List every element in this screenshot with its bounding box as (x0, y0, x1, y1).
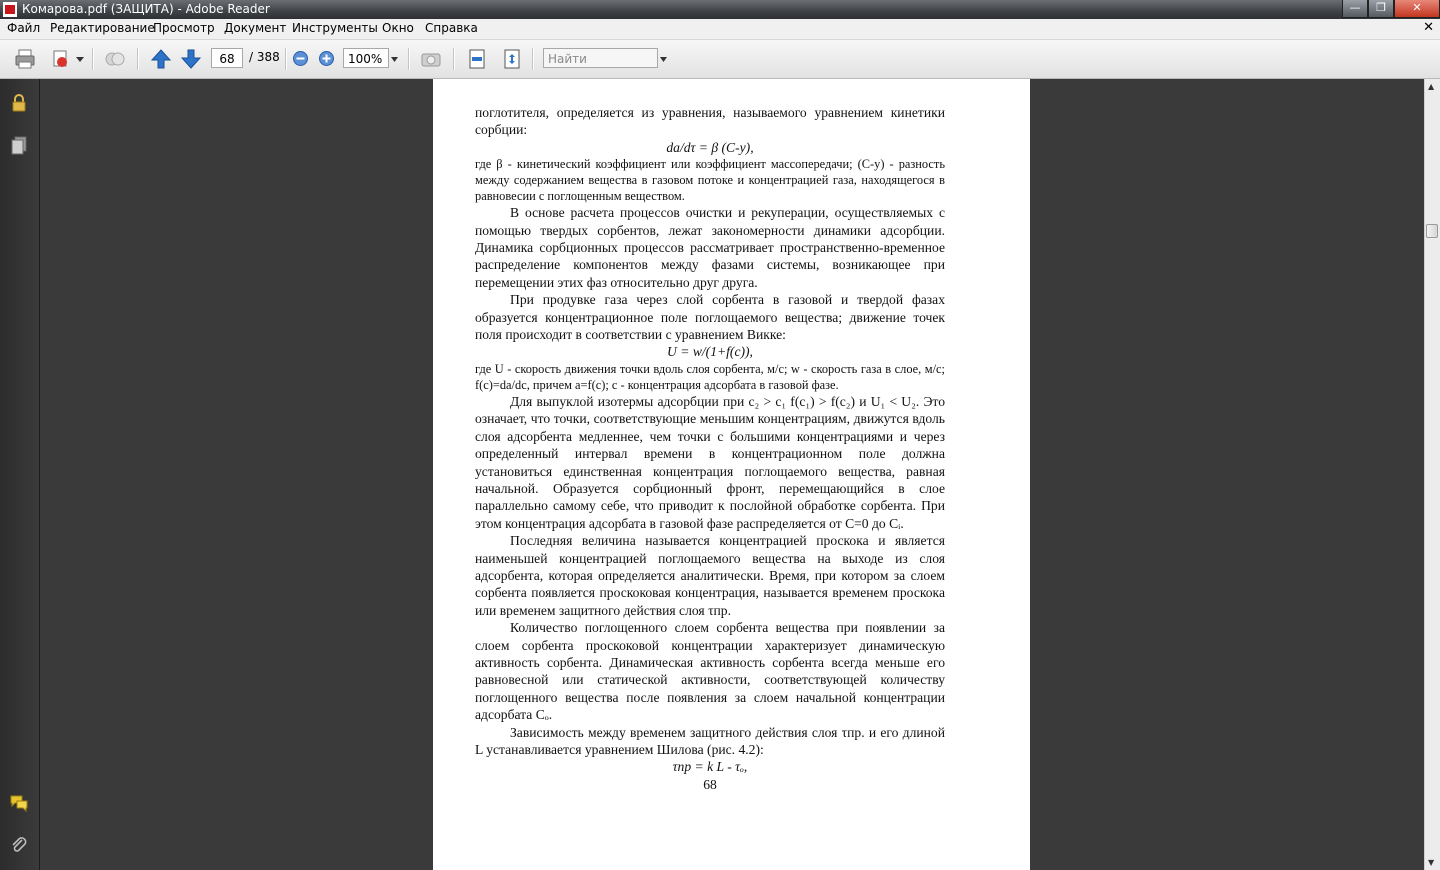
paragraph: поглотителя, определяется из уравнения, называемого уравнением кинетики сорбции: (475, 105, 945, 138)
search-dropdown-icon[interactable] (660, 57, 667, 62)
attachments-icon[interactable] (9, 835, 29, 855)
previous-page-icon[interactable] (150, 48, 172, 70)
zoom-level-input[interactable]: 100% (343, 48, 389, 68)
window-title: Комарова.pdf (ЗАЩИТА) - Adobe Reader (22, 2, 270, 16)
zoom-out-icon[interactable] (292, 50, 309, 67)
adobe-reader-icon (3, 2, 17, 17)
fit-width-icon[interactable] (466, 48, 488, 70)
comments-icon[interactable] (9, 793, 29, 813)
navigation-panel (0, 79, 40, 870)
snapshot-icon[interactable] (420, 48, 442, 70)
menu-document[interactable]: Документ (224, 21, 287, 35)
page-content (475, 104, 945, 793)
zoom-dropdown-icon[interactable] (391, 57, 398, 62)
close-document-icon[interactable]: ✕ (1423, 20, 1434, 35)
share-dropdown-icon[interactable] (76, 57, 84, 62)
close-window-button[interactable]: ✕ (1394, 0, 1440, 18)
zoom-in-icon[interactable] (318, 50, 335, 67)
page-number-input[interactable]: 68 (211, 48, 243, 68)
paragraph: При продувке газа через слой сорбента в газовой и твердой фазах образуется концентрационное поле поглощаемого вещества; движение точек поля происходит в соответствии с уравнением Викке: (475, 292, 945, 343)
toolbar-separator (453, 48, 455, 70)
print-icon[interactable] (14, 48, 36, 70)
toolbar-separator (92, 48, 94, 70)
share-icon[interactable] (50, 48, 72, 70)
menu-tools[interactable]: Инструменты (292, 21, 378, 35)
scroll-down-icon[interactable]: ▼ (1428, 858, 1435, 867)
menu-bar (0, 19, 1440, 40)
toolbar-separator (532, 48, 534, 70)
collaborate-icon[interactable] (104, 48, 126, 70)
formula-kinetics: da/dτ = β (C-y), (666, 139, 754, 155)
vertical-scrollbar[interactable] (1424, 79, 1440, 870)
menu-edit[interactable]: Редактирование (50, 21, 155, 35)
scroll-up-icon[interactable]: ▲ (1428, 82, 1435, 91)
menu-help[interactable]: Справка (425, 21, 478, 35)
formula-wicke: U = w/(1+f(c)), (667, 344, 753, 360)
page-number: 68 (703, 776, 717, 792)
pdf-page (433, 79, 1030, 870)
toolbar-separator (408, 48, 410, 70)
paragraph: где U - скорость движения точки вдоль слоя сорбента, м/с; w - скорость газа в слое, м/с; f(c)=da/dc, причем a=f(c); c - концентрация адсорбата в газовой фазе. (475, 361, 945, 392)
title-bar (0, 0, 1440, 19)
paragraph: В основе расчета процессов очистки и рекуперации, осуществляемых с помощью твердых сорбентов, лежат закономерности динамики адсорбции. Динамика сорбционных процессов рассматривает пространственно-временное распределение компонентов между фазами системы, возникающее при перемещении этих фаз относительно друг друга. (475, 205, 945, 290)
paragraph: Последняя величина называется концентрацией проскока и является наименьшей концентрацией поглощаемого вещества на выходе из слоя адсорбента, которая определяется аналитически. Время, при котором за слоем сорбента появляется проскоковая концентрация, называется временем проскока или временем защитного действия слоя τпр. (475, 533, 945, 618)
scrollbar-thumb[interactable] (1426, 224, 1438, 238)
next-page-icon[interactable] (180, 48, 202, 70)
formula-shilov: τпр = k L - τₒ, (672, 759, 748, 775)
menu-view[interactable]: Просмотр (153, 21, 215, 35)
toolbar-separator (285, 48, 287, 70)
toolbar (0, 40, 1440, 79)
toolbar-separator (137, 48, 139, 70)
pages-icon[interactable] (9, 135, 29, 155)
security-lock-icon[interactable] (9, 93, 29, 113)
paragraph: Количество поглощенного слоем сорбента вещества при появлении за слоем сорбента проскоковой концентрации характеризует динамическую активность сорбента. Динамическая активность сорбента всегда меньше его равновесной или статической активности, соответствующей количеству поглощенного вещества после появления за слоем начальной концентрации адсорбата Cₒ. (475, 620, 945, 723)
menu-window[interactable]: Окно (382, 21, 414, 35)
paragraph: Для выпуклой изотермы адсорбции при c₂ > c₁ f(c₁) > f(c₂) и U₁ < U₂. Это означает, что точки, соответствующие меньшим концентрациям, движутся вдоль слоя адсорбента медленнее, чем точки с большими концентрациями и через определенный интервал времени в концентрационном поле должна установиться единственная концентрация поглощаемого вещества, равная начальной. Образуется сорбционный фронт, перемещающийся в слое параллельно самому себе, что приводит к послойной обработке сорбента. При этом концентрация адсорбата в газовой фазе распределяется от C=0 до Cᵢ. (475, 393, 945, 531)
paragraph: Зависимость между временем защитного действия слоя τпр. и его длиной L устанавливается уравнением Шилова (рис. 4.2): (475, 724, 945, 757)
paragraph: где β - кинетический коэффициент или коэффициент массопередачи; (C-y) - разность между содержанием вещества в газовом потоке и концентрацией газа, находящегося в равновесии с поглощенным веществом. (475, 157, 945, 204)
minimize-button[interactable]: — (1342, 0, 1368, 18)
menu-file[interactable]: Файл (7, 21, 41, 35)
search-input[interactable]: Найти (543, 48, 658, 68)
document-viewport[interactable] (40, 79, 1424, 870)
page-total: / 388 (249, 50, 280, 64)
maximize-button[interactable]: ❐ (1368, 0, 1394, 18)
full-screen-icon[interactable] (501, 48, 523, 70)
